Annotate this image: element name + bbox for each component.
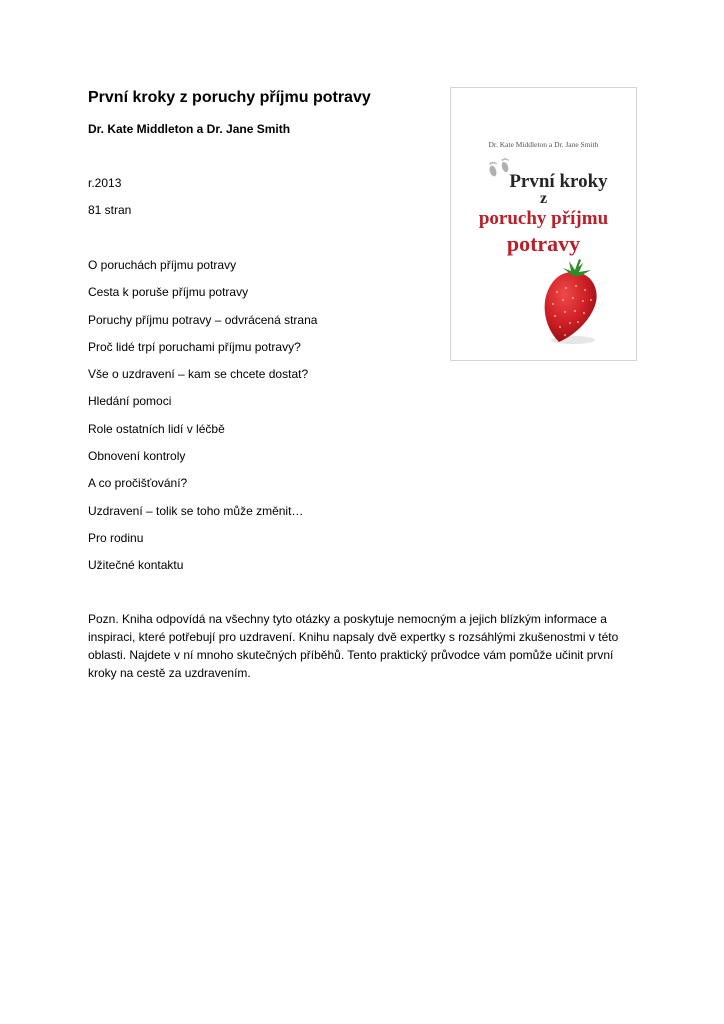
cover-title-line-1: První kroky [509,171,608,192]
table-of-contents [88,257,317,585]
cover-title-line-4: potravy [506,231,581,256]
list-item: Cesta k poruše příjmu potravy [88,285,249,300]
list-item: Uzdravení – tolik se toho může změnit… [88,503,304,518]
book-cover [450,87,637,361]
note-paragraph: Pozn. Kniha odpovídá na všechny tyto otázky a poskytuje nemocným a jejich blízkým informace a inspiraci, které potřebují pro uzdravení. Knihu napsaly dvě expertky s rozsáhlými zkušenostmi v této oblasti. Najdete v ní mnoho skutečných příběhů. Tento praktický průvodce vám pomůže učinit první kroky na cestě za uzdravením. [88,612,619,680]
cover-title-line-3: poruchy příjmu [478,208,609,229]
page-count: 81 stran [88,203,132,217]
list-item: Poruchy příjmu potravy – odvrácená strana [88,312,318,327]
list-item: O poruchách příjmu potravy [88,258,237,272]
list-item: Užitečné kontaktu [88,558,184,573]
list-item: Role ostatních lidí v léčbě [88,421,225,436]
list-item: Hledání pomoci [88,394,172,409]
strawberry-icon [533,258,603,348]
page-title: První kroky z poruchy příjmu potravy [88,89,371,106]
publication-year: r.2013 [88,176,122,190]
cover-authors: Dr. Kate Middleton a Dr. Jane Smith [488,140,599,149]
list-item: Obnovení kontroly [88,449,186,464]
list-item: Proč lidé trpí poruchami příjmu potravy? [88,339,301,354]
list-item: Vše o uzdravení – kam se chcete dostat? [88,367,309,382]
list-item: Pro rodinu [88,530,144,545]
list-item: A co pročišťování? [88,476,188,491]
cover-title-line-2: z [539,190,548,207]
authors: Dr. Kate Middleton a Dr. Jane Smith [88,122,291,136]
